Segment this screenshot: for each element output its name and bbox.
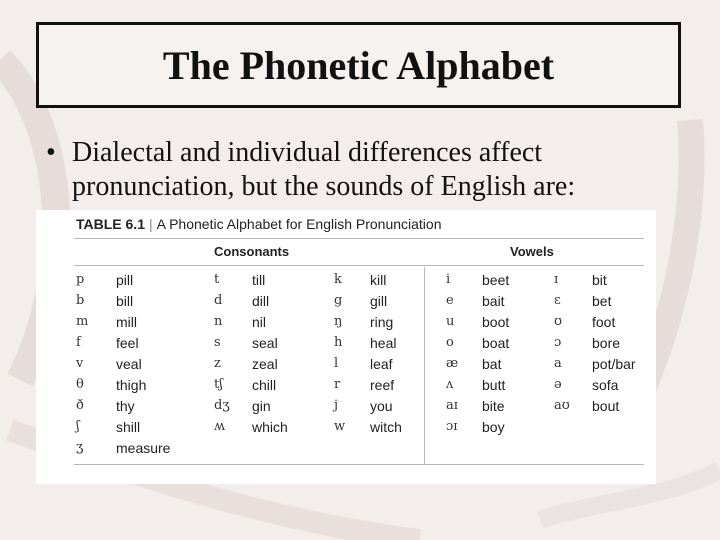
consonant-symbol: s xyxy=(214,335,221,350)
consonant-example: shill xyxy=(116,419,141,435)
consonant-symbol: p xyxy=(76,272,85,287)
vowel-example: butt xyxy=(482,377,506,393)
consonant-example: gin xyxy=(252,398,271,414)
consonant-example: you xyxy=(370,398,393,414)
vowel-example: boat xyxy=(482,335,510,351)
slide-title: The Phonetic Alphabet xyxy=(162,42,555,88)
table-caption-title: A Phonetic Alphabet for English Pronunciation xyxy=(156,216,442,232)
consonant-example: bill xyxy=(116,293,134,309)
consonant-symbol: r xyxy=(334,377,341,392)
table-caption-separator: | xyxy=(148,216,153,232)
vowel-symbol: æ xyxy=(446,356,459,371)
consonant-example: heal xyxy=(370,335,397,351)
consonant-example: thy xyxy=(116,398,135,414)
bullet-marker: • xyxy=(46,137,56,168)
vowel-example: boy xyxy=(482,419,505,435)
vowel-example: bout xyxy=(592,398,620,414)
slide-title-box xyxy=(36,22,681,108)
consonant-example: gill xyxy=(370,293,388,309)
consonant-symbol: f xyxy=(76,335,81,350)
consonant-example: leaf xyxy=(370,356,393,372)
vowel-symbol: aɪ xyxy=(446,398,458,413)
consonant-symbol: l xyxy=(334,356,339,371)
consonant-example: reef xyxy=(370,377,395,393)
vowel-symbol: a xyxy=(554,356,562,371)
vowel-symbol: aʊ xyxy=(554,398,570,413)
vowel-symbol: ɪ xyxy=(554,272,559,287)
vowel-symbol: e xyxy=(446,293,454,308)
consonant-example: kill xyxy=(370,272,387,288)
vowel-example: pot/bar xyxy=(592,356,636,372)
consonant-example: ring xyxy=(370,314,394,330)
vowels-heading-rule xyxy=(432,265,644,266)
consonant-example: till xyxy=(252,272,266,288)
vowel-example: bait xyxy=(482,293,505,309)
table-caption-label: TABLE 6.1 xyxy=(76,216,145,232)
bullet-text: Dialectal and individual differences affect pronunciation, but the sounds of English are: xyxy=(72,137,576,202)
consonant-symbol: tʃ xyxy=(214,377,223,392)
consonant-symbol: ʃ xyxy=(76,419,80,434)
consonant-example: zeal xyxy=(252,356,278,372)
vowel-symbol: ʌ xyxy=(446,377,454,392)
table-rule-bottom xyxy=(74,464,644,465)
vowel-symbol: ɔɪ xyxy=(446,419,458,434)
consonant-symbol: k xyxy=(334,272,342,287)
vowel-example: bat xyxy=(482,356,502,372)
consonant-symbol: θ xyxy=(76,377,84,392)
consonant-symbol: ŋ xyxy=(334,314,343,329)
consonant-symbol: ð xyxy=(76,398,84,413)
bullet-point xyxy=(46,136,686,204)
vowel-example: bore xyxy=(592,335,621,351)
consonant-symbol: v xyxy=(76,356,84,371)
consonant-example: dill xyxy=(252,293,270,309)
consonant-example: chill xyxy=(252,377,277,393)
consonant-symbol: dʒ xyxy=(214,398,230,413)
consonant-example: measure xyxy=(116,440,171,456)
consonant-symbol: b xyxy=(76,293,85,308)
consonant-example: feel xyxy=(116,335,139,351)
table-column-divider xyxy=(424,267,425,465)
vowel-symbol: o xyxy=(446,335,454,350)
phonetic-table-panel xyxy=(36,210,656,484)
consonant-example: mill xyxy=(116,314,137,330)
consonants-heading-rule xyxy=(74,265,444,266)
vowels-heading: Vowels xyxy=(510,244,554,259)
vowel-symbol: u xyxy=(446,314,455,329)
vowel-symbol: ɛ xyxy=(554,293,561,308)
consonant-symbol: w xyxy=(334,419,346,434)
vowel-example: bite xyxy=(482,398,505,414)
consonant-example: veal xyxy=(116,356,142,372)
consonant-example: witch xyxy=(370,419,402,435)
consonant-symbol: h xyxy=(334,335,343,350)
vowel-symbol: i xyxy=(446,272,451,287)
vowel-example: bit xyxy=(592,272,607,288)
consonant-symbol: z xyxy=(214,356,221,371)
vowel-example: bet xyxy=(592,293,612,309)
vowel-example: foot xyxy=(592,314,616,330)
consonant-symbol: ʍ xyxy=(214,419,226,434)
consonant-example: nil xyxy=(252,314,267,330)
consonant-example: thigh xyxy=(116,377,147,393)
vowel-symbol: ə xyxy=(554,377,562,392)
consonant-example: pill xyxy=(116,272,134,288)
vowel-example: boot xyxy=(482,314,510,330)
consonant-symbol: g xyxy=(334,293,343,308)
vowel-example: sofa xyxy=(592,377,619,393)
consonant-example: seal xyxy=(252,335,278,351)
consonant-symbol: m xyxy=(76,314,89,329)
table-rule-top xyxy=(74,238,644,239)
consonants-heading: Consonants xyxy=(214,244,290,259)
consonant-example: which xyxy=(252,419,288,435)
consonant-symbol: d xyxy=(214,293,223,308)
consonant-symbol: j xyxy=(334,398,339,413)
vowel-symbol: ʊ xyxy=(554,314,563,329)
vowel-example: beet xyxy=(482,272,510,288)
consonant-symbol: ʒ xyxy=(76,440,84,455)
consonant-symbol: n xyxy=(214,314,223,329)
vowel-symbol: ɔ xyxy=(554,335,562,350)
consonant-symbol: t xyxy=(214,272,220,287)
table-caption xyxy=(76,216,442,232)
